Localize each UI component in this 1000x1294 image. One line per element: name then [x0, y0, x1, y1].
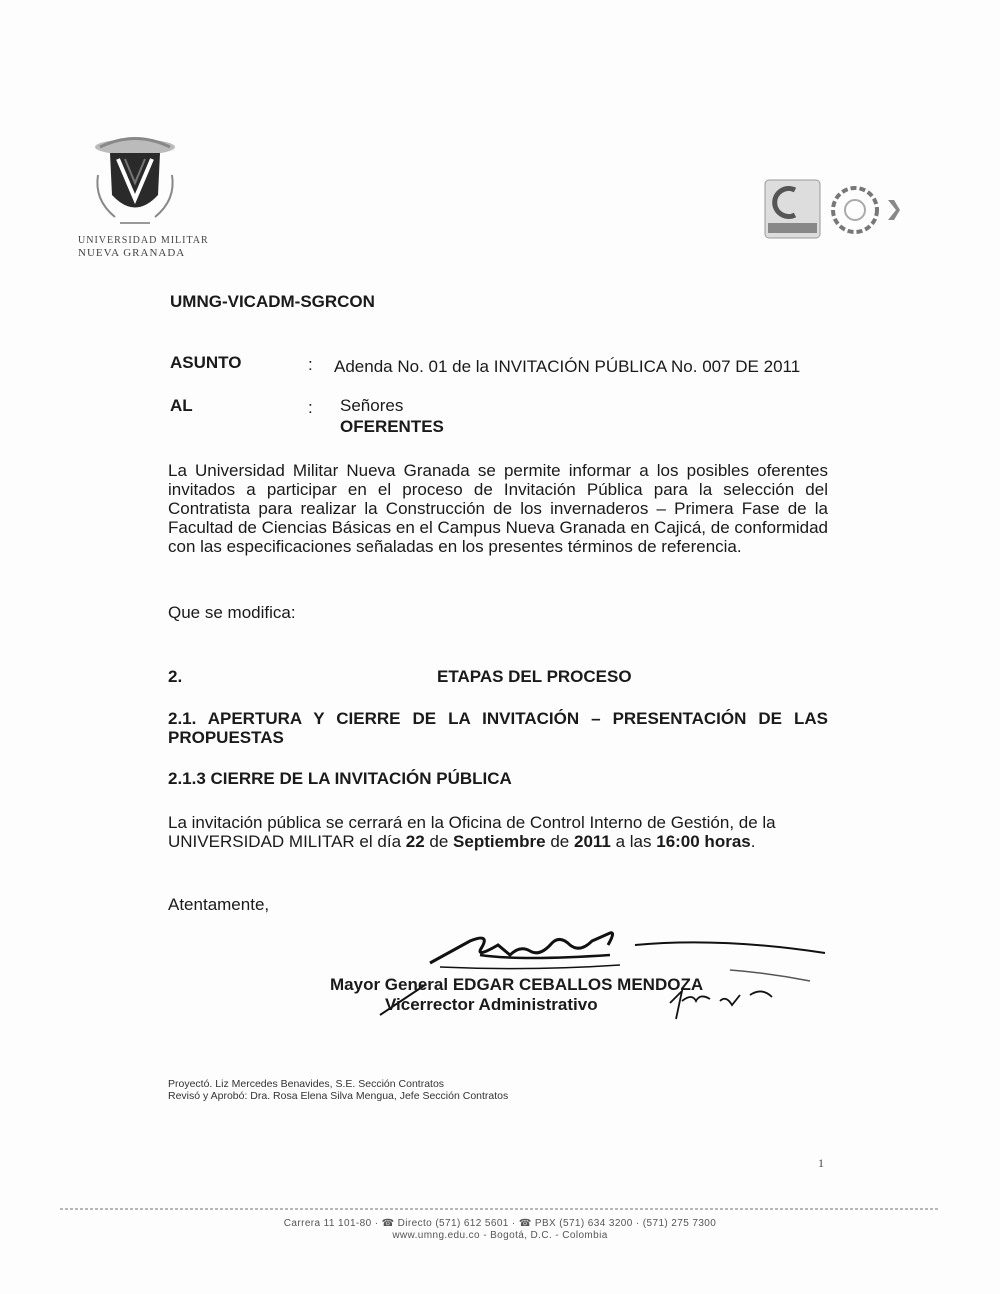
- credits-block: [168, 1078, 508, 1102]
- signatory-title: Vicerrector Administrativo: [385, 995, 598, 1014]
- document-reference: UMNG-VICADM-SGRCON: [170, 292, 375, 311]
- signatory-name: Mayor General EDGAR CEBALLOS MENDOZA: [330, 975, 704, 994]
- university-logo: [70, 125, 210, 259]
- credits-proyecto: Proyectó. Liz Mercedes Benavides, S.E. Sección Contratos: [168, 1078, 445, 1090]
- salutation: Atentamente,: [168, 895, 270, 914]
- closing-text-4: a las: [610, 832, 657, 851]
- closing-text-2: de: [424, 832, 454, 851]
- closing-time: 16:00 horas: [656, 832, 751, 851]
- closing-end: .: [750, 832, 756, 851]
- closing-month: Septiembre: [453, 832, 546, 851]
- section-title: ETAPAS DEL PROCESO: [437, 667, 632, 686]
- certification-seals: [760, 175, 910, 250]
- signatory-block: [330, 975, 703, 1015]
- subsection-2-1-3-heading: 2.1.3 CIERRE DE LA INVITACIÓN PÚBLICA: [168, 769, 512, 788]
- asunto-value: Adenda No. 01 de la INVITACIÓN PÚBLICA No. 007 DE 2011: [334, 357, 801, 376]
- page-number: 1: [818, 1156, 824, 1170]
- al-recipient-line-1: Señores: [340, 396, 404, 415]
- modifica-text: Que se modifica:: [168, 603, 296, 622]
- closing-text-3: de: [545, 832, 574, 851]
- al-label: AL: [170, 396, 193, 415]
- university-crest-icon: [80, 125, 190, 235]
- al-recipient-line-2: OFERENTES: [340, 417, 444, 436]
- closing-day: 22: [405, 832, 425, 851]
- subsection-2-1-heading: 2.1. APERTURA Y CIERRE DE LA INVITACIÓN – PRESENTACIÓN DE LAS PROPUESTAS: [168, 709, 828, 747]
- footer-divider: [60, 1208, 940, 1210]
- footer-address: Carrera 11 101-80 · ☎ Directo (571) 612 5601 · ☎ PBX (571) 634 3200 · (571) 275 7300: [283, 1218, 717, 1229]
- section-number: 2.: [168, 667, 183, 686]
- closing-year: 2011: [573, 832, 611, 851]
- closing-text-1: La invitación pública se cerrará en la Oficina de Control Interno de Gestión, de la UNIVERSIDAD MILITAR el día: [168, 813, 776, 851]
- logo-line-1: UNIVERSIDAD MILITAR: [78, 235, 209, 246]
- credits-reviso: Revisó y Aprobó: Dra. Rosa Elena Silva Mengua, Jefe Sección Contratos: [168, 1090, 509, 1102]
- asunto-label: ASUNTO: [170, 353, 242, 372]
- asunto-colon: :: [308, 355, 313, 374]
- body-paragraph: La Universidad Militar Nueva Granada se permite informar a los posibles oferentes invitados a participar en el proceso de Invitación Pública para la selección del Contratista para realizar la Construcción de los invernaderos – Primera Fase de la Facultad de Ciencias Básicas en el Campus Nueva Granada en Cajicá, de conformidad con las especificaciones señaladas en los presentes términos de referencia.: [168, 461, 828, 556]
- closing-paragraph: [168, 813, 828, 851]
- footer-website: www.umng.edu.co - Bogotá, D.C. - Colombia: [392, 1230, 608, 1241]
- al-colon: :: [308, 398, 313, 417]
- logo-line-2: NUEVA GRANADA: [78, 247, 186, 259]
- certification-seal-icon: [760, 175, 910, 245]
